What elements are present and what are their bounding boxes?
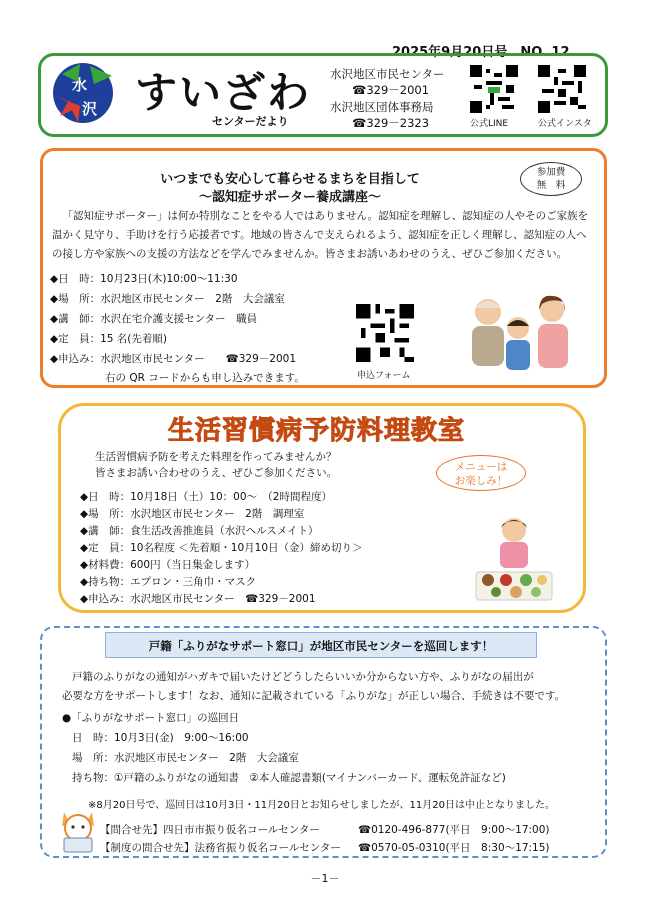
center-tel: ☎329－2001 bbox=[352, 83, 430, 97]
dementia-lecturer: ◆講 師：水沢在宅介護支援センター 職員 bbox=[50, 313, 258, 325]
menu-surprise-bubble bbox=[436, 455, 526, 491]
furigana-body-1: 戸籍のふりがなの通知がハガキで届いたけどどうしたらいいか分からない方や、ふりがなの届出が bbox=[72, 671, 534, 683]
cooking-apply: ◆申込み：水沢地区市民センター ☎329－2001 bbox=[80, 593, 316, 605]
page-number: －1－ bbox=[310, 872, 340, 885]
office-name: 水沢地区団体事務局 bbox=[330, 100, 434, 114]
issue-date: 2025年9月20日号 NO. 12 bbox=[392, 45, 570, 60]
dementia-apply-note: 右の QR コードからも申し込みできます。 bbox=[105, 372, 305, 384]
furigana-bring: 持ち物：①戸籍のふりがなの通知書 ②本人確認書類(マイナンバーカード、運転免許証など) bbox=[72, 772, 506, 784]
mascot-illustration bbox=[56, 808, 100, 858]
cooking-bring: ◆持ち物：エプロン・三角巾・マスク bbox=[80, 576, 257, 588]
dementia-date: ◆日 時：10月23日(木)10:00～11:30 bbox=[50, 273, 238, 285]
furigana-heading: 戸籍「ふりがなサポート窓口」が地区市民センターを巡回します！ bbox=[105, 632, 537, 658]
free-fee-badge bbox=[520, 162, 582, 196]
dementia-place: ◆場 所：水沢地区市民センター 2階 大会議室 bbox=[50, 293, 285, 305]
furigana-date: 日 時：10月3日(金) 9:00～16:00 bbox=[72, 732, 249, 744]
logo bbox=[50, 60, 116, 126]
header-frame bbox=[38, 53, 608, 137]
cooking-intro-2: 皆さまお誘い合わせのうえ、ぜひご参加ください。 bbox=[95, 467, 338, 479]
application-form-qr-code[interactable] bbox=[356, 304, 414, 362]
center-name: 水沢地区市民センター bbox=[330, 67, 445, 81]
cooking-intro-1: 生活習慣病予防を考えた料理を作ってみませんか？ bbox=[95, 451, 337, 463]
cooking-place: ◆場 所：水沢地区市民センター 2階 調理室 bbox=[80, 508, 305, 520]
newsletter-subtitle: センターだより bbox=[212, 115, 289, 128]
contact-1-label: 【問合せ先】四日市市振り仮名コールセンター bbox=[100, 824, 320, 836]
cooking-lecturer: ◆講 師：食生活改善推進員（水沢ヘルスメイト） bbox=[80, 525, 319, 537]
menu-bubble-line-2: お楽しみ！ bbox=[454, 475, 508, 487]
contact-1-tel: ☎0120-496-877(平日 9:00～17:00) bbox=[358, 824, 550, 836]
furigana-schedule-heading: ●「ふりがなサポート窓口」の巡回日 bbox=[62, 712, 240, 724]
office-tel: ☎329－2323 bbox=[352, 116, 430, 130]
contact-2-label: 【制度の問合せ先】法務省振り仮名コールセンター bbox=[100, 842, 341, 854]
cooking-title: 生活習慣病予防料理教室 bbox=[168, 416, 466, 446]
cooking-illustration bbox=[470, 512, 556, 608]
family-illustration bbox=[460, 292, 580, 380]
cooking-capacity: ◆定 員：10名程度 ＜先着順・10月10日（金）締め切り＞ bbox=[80, 542, 363, 554]
svg-text:水: 水 bbox=[72, 76, 88, 94]
dementia-description: 「認知症サポーター」は何か特別なことをやる人ではありません。認知症を理解し、認知症の人やそのご家族を温かく見守り、手助けを行う応援者です。地域の皆さんで支えられるよう、認知症を正しく理解し、認知症の人への接し方や家族への支援の方法などを学んでみませんか。皆さまお誘いあわせのうえ、ぜひご参加ください。 bbox=[52, 210, 589, 260]
dementia-apply: ◆申込み：水沢地区市民センター ☎329－2001 bbox=[50, 353, 296, 365]
furigana-body-2: 必要な方をサポートします！なお、通知に記載されている「ふりがな」が正しい場合、手続きは不要です。 bbox=[62, 690, 566, 702]
application-form-label: 申込フォーム bbox=[357, 371, 411, 381]
contact-2-tel: ☎0570-05-0310(平日 8:30～17:15) bbox=[358, 842, 550, 854]
dementia-heading: いつまでも安心して暮らせるまちを目指して bbox=[160, 172, 420, 187]
furigana-note: ※8月20日号で、巡回日は10月3日・11月20日とお知らせしましたが、11月20日は中止となりました。 bbox=[88, 800, 555, 811]
fee-value: 無 料 bbox=[536, 180, 566, 191]
instagram-qr-label: 公式インスタ bbox=[538, 119, 592, 129]
newsletter-title: すいざわ bbox=[135, 68, 312, 117]
furigana-place: 場 所：水沢地区市民センター 2階 大会議室 bbox=[72, 752, 299, 764]
dementia-subheading: ～認知症サポーター養成講座～ bbox=[198, 190, 381, 205]
instagram-qr-code[interactable] bbox=[538, 65, 586, 113]
cooking-fee: ◆材料費：600円（当日集金します） bbox=[80, 559, 256, 571]
line-qr-code[interactable] bbox=[470, 65, 518, 113]
menu-bubble-line-1: メニューは bbox=[454, 461, 508, 473]
svg-text:沢: 沢 bbox=[82, 100, 98, 118]
cooking-date: ◆日 時：10月18日（土）10：00～ （2時間程度） bbox=[80, 491, 332, 503]
dementia-capacity: ◆定 員：15 名(先着順) bbox=[50, 333, 167, 345]
fee-label: 参加費 bbox=[536, 167, 566, 178]
line-qr-label: 公式LINE bbox=[470, 119, 509, 129]
